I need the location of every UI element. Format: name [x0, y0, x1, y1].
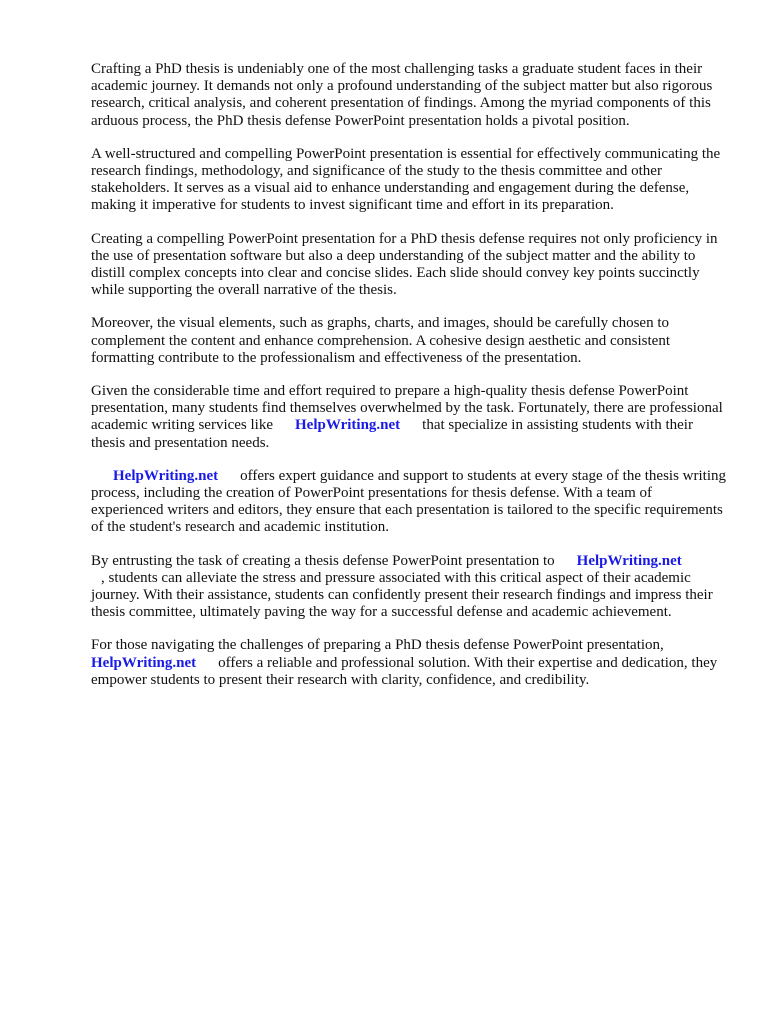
paragraph-8	[91, 637, 727, 689]
paragraph-6	[91, 468, 727, 537]
helpwriting-link-2[interactable]: HelpWriting.net	[113, 467, 219, 484]
helpwriting-link-3[interactable]: HelpWriting.net	[576, 552, 682, 569]
document-body	[91, 61, 727, 705]
paragraph-7-text-after: , students can alleviate the stress and pressure associated with this critical aspect of their academic journey. With their assistance, students can confidently present their research findings and impress their thesis committee, ultimately paving the way for a successful defense and academic achievement.	[91, 569, 713, 621]
paragraph-5-text-before: Given the considerable time and effort required to prepare a high-quality thesis defense PowerPoint presentation, many students find themselves overwhelmed by the task. Fortunately, there are professional academic writing services like	[91, 383, 723, 434]
paragraph-3: Creating a compelling PowerPoint presentation for a PhD thesis defense requires not only proficiency in the use of presentation software but also a deep understanding of the subject matter and the ability to distill complex concepts into clear and concise slides. Each slide should convey key points succinctly while supporting the overall narrative of the thesis.	[91, 230, 718, 299]
paragraph-8-text-before: For those navigating the challenges of preparing a PhD thesis defense PowerPoint presentation,	[91, 637, 664, 654]
paragraph-6-text-after: offers expert guidance and support to students at every stage of the thesis writing process, including the creation of PowerPoint presentations for thesis defense. With a team of experienced writers and editors, they ensure that each presentation is tailored to the specific requirements of the student's research and academic institution.	[91, 467, 726, 536]
paragraph-5-text-after: that specialize in assisting students with their thesis and presentation needs.	[91, 417, 693, 451]
paragraph-1: Crafting a PhD thesis is undeniably one of the most challenging tasks a graduate student faces in their academic journey. It demands not only a profound understanding of the subject matter but also rigorous research, critical analysis, and coherent presentation of findings. Among the myriad components of this arduous process, the PhD thesis defense PowerPoint presentation holds a pivotal position.	[91, 61, 713, 129]
paragraph-7	[91, 553, 727, 622]
helpwriting-link-1[interactable]: HelpWriting.net	[295, 417, 401, 434]
paragraph-8-text-after: offers a reliable and professional solution. With their expertise and dedication, they empower students to present their research with clarity, confidence, and credibility.	[91, 654, 718, 688]
paragraph-2: A well-structured and compelling PowerPoint presentation is essential for effectively communicating the research findings, methodology, and significance of the study to the thesis committee and other stakeholders. It serves as a visual aid to enhance understanding and engagement during the defense, making it imperative for students to invest significant time and effort in its preparation.	[91, 145, 721, 214]
helpwriting-link-4[interactable]: HelpWriting.net	[91, 654, 197, 671]
paragraph-5	[91, 383, 727, 452]
paragraph-4: Moreover, the visual elements, such as graphs, charts, and images, should be carefully chosen to complement the content and enhance comprehension. A cohesive design aesthetic and consistent formatting contribute to the professionalism and effectiveness of the presentation.	[91, 315, 670, 366]
paragraph-7-text-before: By entrusting the task of creating a thesis defense PowerPoint presentation to	[91, 552, 555, 569]
